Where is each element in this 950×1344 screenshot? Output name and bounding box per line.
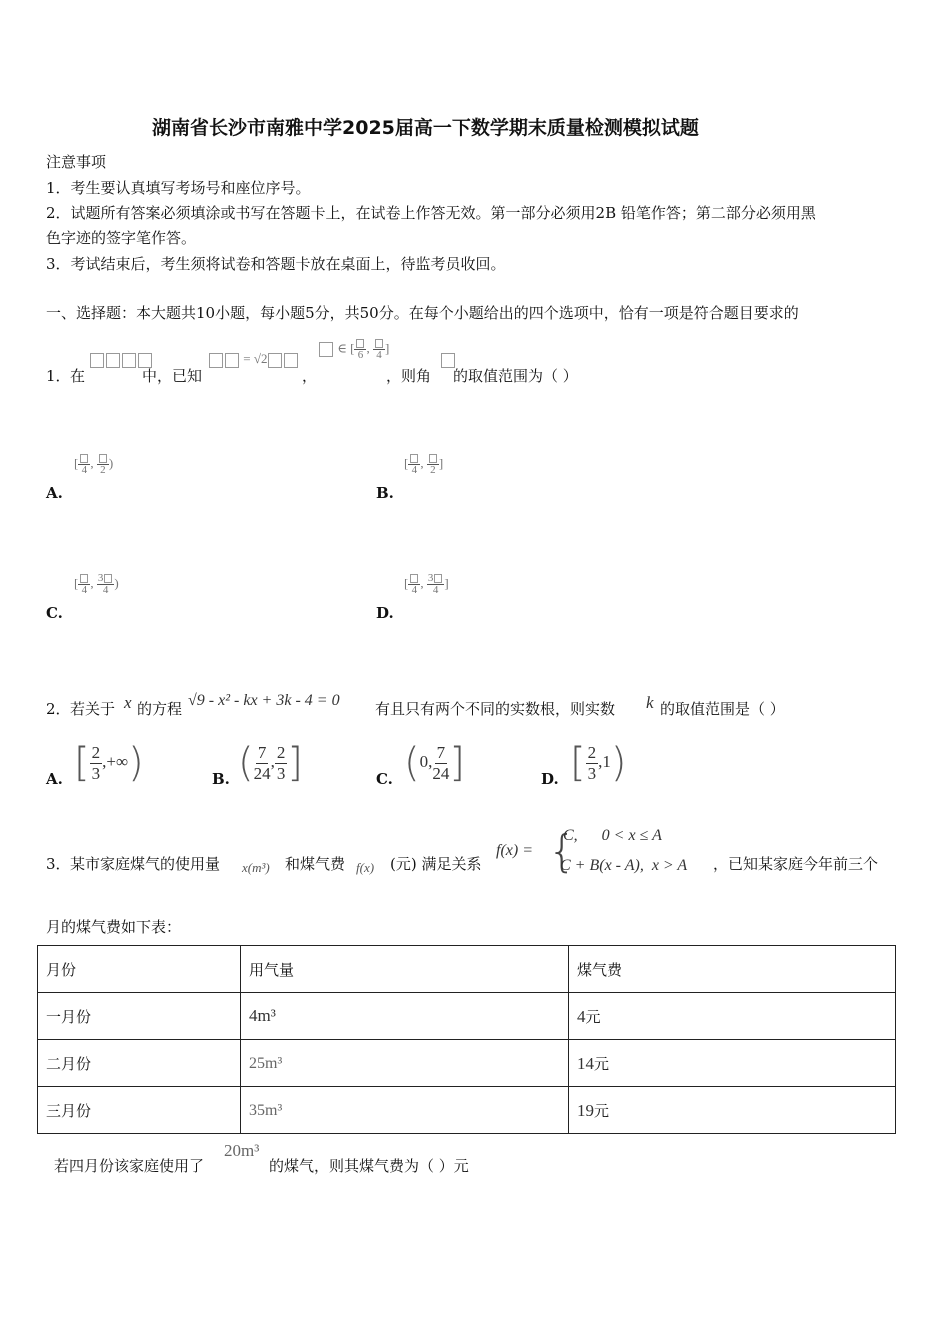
q1-text-1: 在 — [70, 367, 86, 385]
q2-option-d-formula: [ $\frac{2}{3}$ ,1) — [570, 740, 627, 786]
q1-option-b-formula: [ 4 , 2 ] — [404, 453, 443, 476]
q3-number: 3． — [46, 855, 71, 873]
page-title: 湖南省长沙市南雅中学2025届高一下数学期末质量检测模拟试题 — [152, 117, 699, 139]
q1-option-c-formula: [ 4 , $\frac{3}{4}$ ) — [74, 572, 119, 596]
q2-text-1: 若关于 — [70, 700, 116, 718]
table-row — [38, 1040, 896, 1087]
q2-text-4: 的取值范围是（ ） — [660, 700, 785, 718]
q1-option-a[interactable]: A. — [46, 484, 63, 502]
table-row — [38, 1087, 896, 1134]
q3-text-4: ，已知某家庭今年前三个 — [713, 855, 879, 873]
q2-number: 2． — [46, 700, 71, 718]
notice-heading: 注意事项 — [46, 153, 107, 171]
q1-number: 1． — [46, 367, 71, 385]
table-cell-fee: 14元 — [569, 1040, 896, 1087]
q3-after-text-1: 若四月份该家庭使用了 — [54, 1157, 205, 1175]
q2-var-k: k — [646, 693, 654, 712]
q2-equation: √9 - x² - kx + 3k - 4 = 0 — [188, 692, 340, 709]
notice-item-3: 3．考试结束后，考生须将试卷和答题卡放在桌面上，待监考员收回。 — [46, 255, 506, 273]
q2-option-b-formula: ( $\frac{7}{24}$ , $\frac{2}{3}$ ] — [238, 740, 303, 786]
table-cell-month: 一月份 — [38, 993, 241, 1040]
q2-option-c-formula: (0, $\frac{7}{24}$ ] — [404, 740, 465, 786]
table-row — [38, 993, 896, 1040]
q2-option-d[interactable]: D. — [541, 770, 559, 788]
table-header-row — [38, 946, 896, 993]
table-cell-month: 三月份 — [38, 1087, 241, 1134]
q2-option-b[interactable]: B. — [212, 770, 230, 788]
notice-item-2: 2．试题所有答案必须填涂或书写在答题卡上，在试卷上作答无效。第一部分必须用2B 铅笔作答；第二部分必须用黑 — [46, 204, 816, 222]
q3-text-1: 某市家庭煤气的使用量 — [70, 855, 221, 873]
q3-text-3: (元) 满足关系 — [390, 855, 482, 873]
q1-option-c[interactable]: C. — [46, 604, 63, 622]
q1-option-d[interactable]: D. — [376, 604, 394, 622]
table-cell-month: 二月份 — [38, 1040, 241, 1087]
table-cell-usage: 25m³ — [241, 1040, 569, 1087]
table-cell-fee: 19元 — [569, 1087, 896, 1134]
table-cell-usage: 4m³ — [241, 993, 569, 1040]
q3-var-fee: f(x) — [356, 860, 375, 875]
q3-case-2: C + B(x - A), x > A — [560, 857, 688, 874]
q3-brace: { — [548, 826, 576, 877]
table-header-cell: 煤气费 — [569, 946, 896, 993]
q3-case-1: C, 0 < x ≤ A — [563, 827, 662, 844]
q1-text-4: ，则角 — [386, 367, 432, 385]
table-header-cell: 用气量 — [241, 946, 569, 993]
q2-option-a-formula: [ $\frac{2}{3}$ ,+∞) — [74, 740, 144, 786]
q2-option-c[interactable]: C. — [376, 770, 393, 788]
q3-text-2: 和煤气费 — [285, 855, 346, 873]
q3-var-usage: x(m³) — [242, 860, 270, 875]
q2-option-a[interactable]: A. — [46, 770, 63, 788]
q1-option-b[interactable]: B. — [376, 484, 394, 502]
q1-option-a-formula: [ 4 , 2 ) — [74, 453, 113, 476]
q3-after-text-2: 的煤气，则其煤气费为（ ）元 — [269, 1157, 469, 1175]
q2-var-x: x — [124, 693, 132, 712]
notice-item-2-cont: 色字迹的签字笔作答。 — [46, 229, 197, 247]
q1-range: ∈ [ 6 , 4 ] — [318, 338, 389, 361]
q1-text-5: 的取值范围为（ ） — [453, 367, 578, 385]
q2-text-2: 的方程 — [137, 700, 183, 718]
q3-after-value: 20m³ — [224, 1141, 260, 1160]
section-heading: 一、选择题：本大题共10小题，每小题5分，共50分。在每个小题给出的四个选项中，恰有一项是符合题目要求的 — [46, 304, 799, 322]
q3-fx-label: f(x) = — [496, 842, 533, 859]
notice-item-1: 1．考生要认真填写考场号和座位序号。 — [46, 179, 311, 197]
table-header-cell: 月份 — [38, 946, 241, 993]
table-cell-usage: 35m³ — [241, 1087, 569, 1134]
q1-text-3: ， — [302, 367, 318, 385]
q1-text-2: 中，已知 — [142, 367, 203, 385]
q1-option-d-formula: [ 4 , $\frac{3}{4}$ ] — [404, 572, 449, 596]
table-cell-fee: 4元 — [569, 993, 896, 1040]
q3-text-5: 月的煤气费如下表： — [46, 918, 182, 936]
gas-fee-table — [37, 945, 896, 1134]
q1-condition: = √2 — [208, 351, 299, 368]
q2-text-3: 有且只有两个不同的实数根，则实数 — [375, 700, 616, 718]
